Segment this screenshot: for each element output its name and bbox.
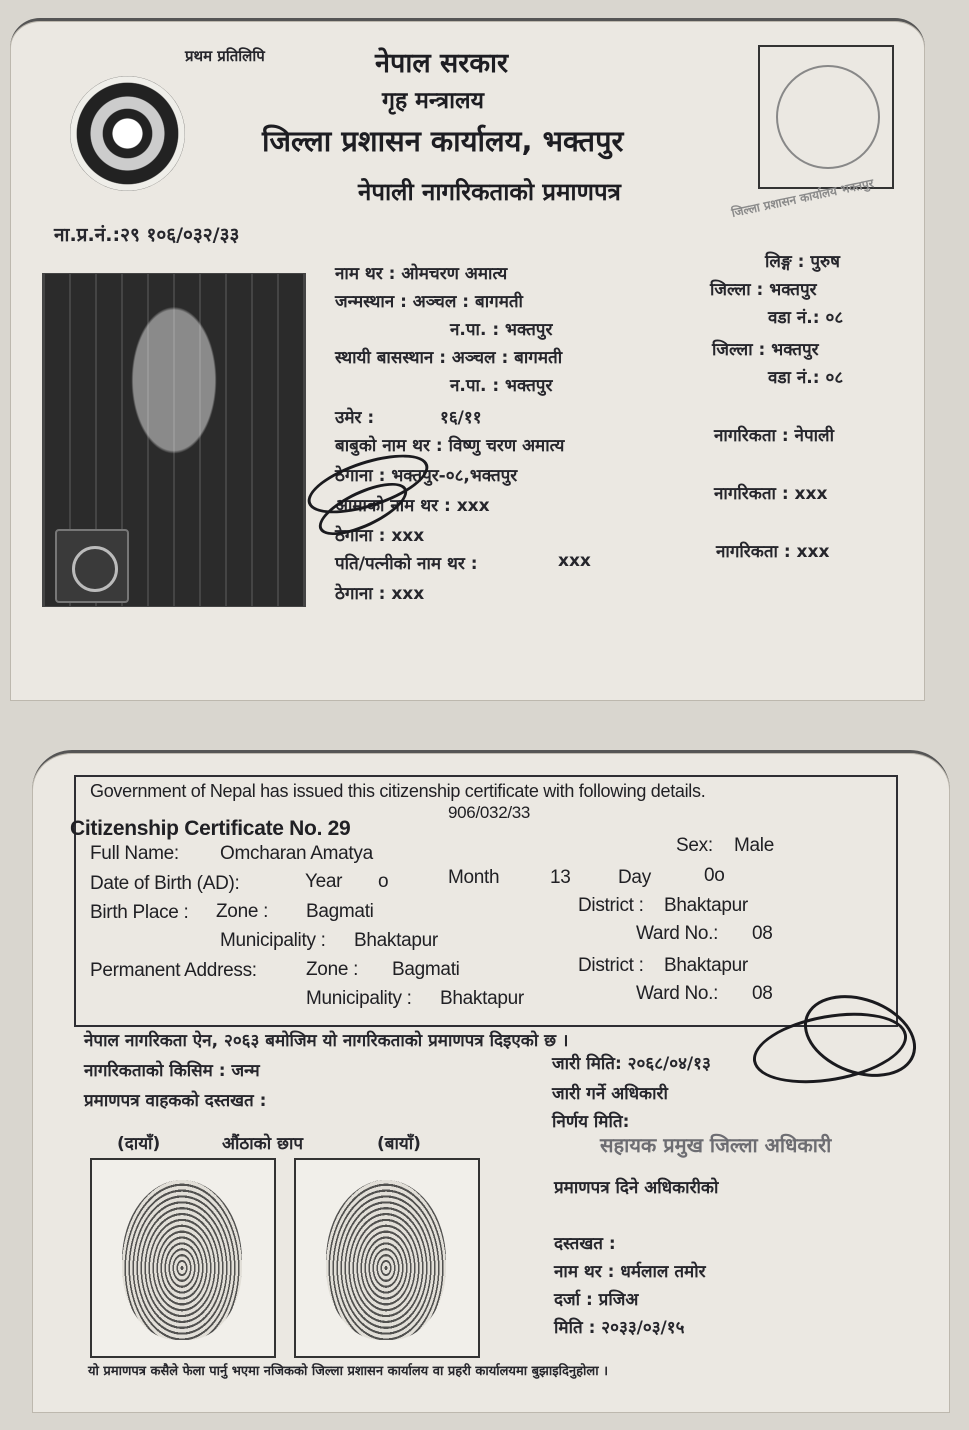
issue-date: जारी मिति: २०६८/०४/१३ [552, 1054, 711, 1074]
left-thumbprint [294, 1158, 480, 1358]
age-label: उमेर : [335, 408, 375, 428]
birth-municipality-value: Bhaktapur [354, 930, 438, 951]
spouse-citizenship: नागरिकता : xxx [716, 542, 830, 562]
birth-municipality-label: Municipality : [220, 930, 326, 951]
citizenship-type: नागरिकताको किसिम : जन्म [84, 1061, 260, 1081]
permanent-ward: वडा नं.: ०८ [768, 368, 844, 388]
right-thumbprint [90, 1158, 276, 1358]
father-address: ठेगाना : भक्तपुर-०८,भक्तपुर [335, 466, 518, 486]
government-emblem [70, 76, 185, 191]
issuing-officer: जारी गर्ने अधिकारी [552, 1084, 668, 1104]
spouse-address: ठेगाना : xxx [335, 584, 425, 604]
act-statement: नेपाल नागरिकता ऐन, २०६३ बमोजिम यो नागरिकताको प्रमाणपत्र दिइएको छ । [84, 1031, 569, 1051]
birth-district-value: Bhaktapur [664, 895, 748, 916]
birth-place-label: Birth Place : [90, 902, 189, 923]
holder-sign-label: प्रमाणपत्र वाहकको दस्तखत : [84, 1091, 267, 1111]
left-thumb-label: (बायाँ) [377, 1134, 421, 1154]
issuer-date: मिति : २०३३/०३/१५ [554, 1318, 685, 1338]
perm-municipality-value: Bhaktapur [440, 988, 524, 1009]
intro-line: Government of Nepal has issued this citizenship certificate with following details. [90, 781, 706, 801]
sex-label-en: Sex: [676, 835, 713, 856]
age-value: १६/११ [440, 408, 482, 428]
birth-place-zone: जन्मस्थान : अञ्चल : बागमती [335, 292, 523, 312]
certificate-number-en: 906/032/33 [448, 803, 531, 822]
mother-address: ठेगाना : xxx [335, 526, 425, 546]
sex-field: लिङ्ग : पुरुष [765, 252, 840, 272]
perm-district-value: Bhaktapur [664, 955, 748, 976]
birth-zone-label: Zone : [216, 901, 269, 922]
right-thumb-label: (दायाँ) [117, 1134, 161, 1154]
sex-value-en: Male [734, 835, 774, 856]
permanent-zone: स्थायी बासस्थान : अञ्चल : बागमती [335, 348, 563, 368]
birth-municipality: न.पा. : भक्तपुर [450, 320, 553, 340]
decision-date: निर्णय मिति: [552, 1112, 630, 1132]
office-stamp [758, 45, 894, 189]
mother-citizenship: नागरिकता : xxx [714, 484, 828, 504]
stamp-text: जिल्ला प्रशासन कार्यालय भक्तपुर [730, 176, 875, 220]
year-label: Year [305, 871, 343, 892]
full-name-label: Full Name: [90, 843, 179, 864]
permanent-municipality: न.पा. : भक्तपुर [450, 376, 553, 396]
certificate-number: ना.प्र.नं.:२९ १०६/०३२/३३ [54, 224, 240, 246]
birth-zone-value: Bagmati [306, 901, 374, 922]
issuer-heading: प्रमाणपत्र दिने अधिकारीको [554, 1178, 719, 1198]
spouse-name-value: xxx [558, 551, 591, 571]
full-name-value: Omcharan Amatya [220, 843, 373, 864]
birth-ward-label: Ward No.: [636, 923, 719, 944]
certificate-front [10, 18, 925, 701]
birth-ward-value: 08 [752, 923, 773, 944]
spouse-name-label: पति/पत्नीको नाम थर : [335, 554, 478, 574]
year-value: o [378, 871, 389, 892]
ministry-title: गृह मन्त्रालय [382, 88, 484, 114]
perm-zone-label: Zone : [306, 959, 359, 980]
thumbprint-label: औंठाको छाप [222, 1134, 304, 1154]
month-label: Month [448, 867, 500, 888]
father-name: बाबुको नाम थर : विष्णु चरण अमात्य [335, 436, 565, 456]
dob-label: Date of Birth (AD): [90, 873, 240, 894]
month-value: 13 [550, 867, 571, 888]
birth-ward: वडा नं.: ०८ [768, 308, 844, 328]
office-title: जिल्ला प्रशासन कार्यालय, भक्तपुर [262, 124, 624, 158]
permanent-district: जिल्ला : भक्तपुर [712, 340, 819, 360]
perm-municipality-label: Municipality : [306, 988, 412, 1009]
perm-zone-value: Bagmati [392, 959, 460, 980]
government-title: नेपाल सरकार [375, 48, 509, 79]
perm-district-label: District : [578, 955, 644, 976]
certificate-heading: Citizenship Certificate No. 29 [70, 817, 351, 840]
birth-district-label: District : [578, 895, 644, 916]
day-label: Day [618, 867, 651, 888]
mother-name: आमाको नाम थर : xxx [335, 496, 490, 516]
perm-ward-value: 08 [752, 983, 773, 1004]
photo-emblem-stamp [55, 529, 129, 603]
permanent-address-label: Permanent Address: [90, 960, 257, 981]
issuer-name: नाम थर : धर्मलाल तमोर [554, 1262, 706, 1282]
father-citizenship: नागरिकता : नेपाली [714, 426, 834, 446]
perm-ward-label: Ward No.: [636, 983, 719, 1004]
copy-mark: प्रथम प्रतिलिपि [185, 47, 265, 65]
birth-district: जिल्ला : भक्तपुर [710, 280, 817, 300]
certificate-title: नेपाली नागरिकताको प्रमाणपत्र [358, 178, 621, 206]
day-value: 0o [704, 865, 725, 886]
footer-note: यो प्रमाणपत्र कसैले फेला पार्नु भएमा नजिकको जिल्ला प्रशासन कार्यालय वा प्रहरी कार्यालयमा बुझाइदिनुहोला । [88, 1364, 609, 1379]
issuer-rank: दर्जा : प्रजिअ [554, 1290, 639, 1310]
holder-photo [42, 273, 306, 607]
officer-stamp-text: सहायक प्रमुख जिल्ला अधिकारी [600, 1133, 832, 1157]
name-field: नाम थर : ओमचरण अमात्य [335, 264, 508, 284]
certificate-back [32, 750, 950, 1413]
issuer-sign-label: दस्तखत : [554, 1234, 616, 1254]
